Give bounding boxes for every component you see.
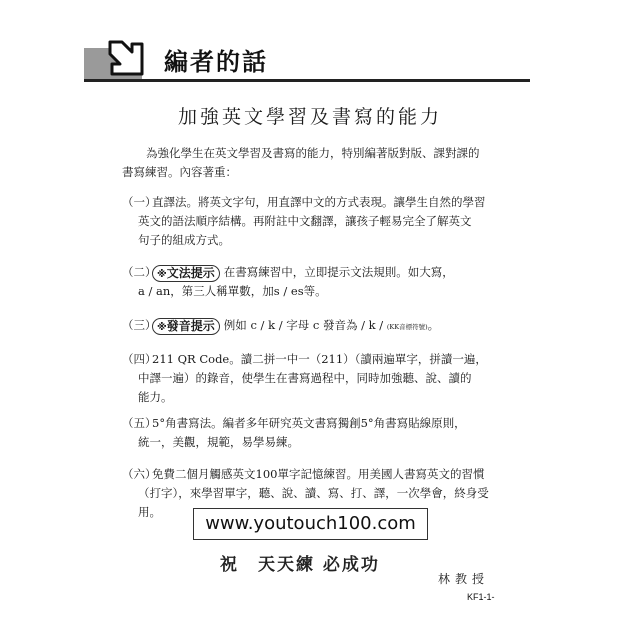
tag-char: 示 — [202, 265, 215, 280]
item-tail: 。 — [427, 318, 440, 332]
tag-char: 文 — [166, 265, 179, 280]
tag-char: 發 — [166, 318, 179, 333]
item-line: a / an，第三人稱單數，加s / es等。 — [138, 284, 327, 298]
item-line: 英文的語法順序結構。再附註中文翻譯，讓孩子輕易完全了解英文 — [138, 214, 472, 228]
item-line: 5°角書寫法。編者多年研究英文書寫獨創5°角書寫貼線原則， — [152, 416, 466, 430]
item-line: 統一，美觀，規範，易學易練。 — [138, 435, 299, 449]
arrow-icon — [106, 38, 146, 78]
header-banner — [78, 38, 530, 84]
item-line — [122, 263, 512, 282]
list-item-5 — [122, 414, 512, 452]
page-code: KF1-1- — [467, 592, 495, 602]
tag-mark: ※ — [157, 321, 167, 333]
tag-char: 示 — [202, 318, 215, 333]
item-number: （五） — [122, 416, 157, 430]
item-line — [122, 316, 512, 337]
item-number: （一） — [122, 195, 157, 209]
intro-paragraph — [122, 144, 502, 182]
intro-line: 為強化學生在英文學習及書寫的能力，特別編著版對版、課對課的 — [146, 146, 480, 160]
item-number: （四） — [122, 352, 157, 366]
pronunciation-hint-tag — [152, 318, 220, 335]
page-title: 加強英文學習及書寫的能力 — [177, 106, 442, 128]
item-text: 在書寫練習中，立即提示文法規則。如大寫， — [223, 265, 454, 279]
item-number: （二） — [122, 265, 157, 279]
header-title: 編者的話 — [164, 48, 268, 76]
motto: 祝 天天練 必成功 — [220, 555, 380, 575]
website-link[interactable]: www.youtouch100.com — [193, 508, 428, 540]
item-line: 句子的組成方式。 — [138, 233, 230, 247]
grammar-hint-tag — [152, 265, 220, 282]
header-rule — [84, 79, 530, 82]
item-line: 211 QR Code。讀二拼一中一（211）（讀兩遍單字，拼讀一遍， — [152, 352, 487, 366]
item-line: 用。 — [138, 505, 161, 519]
tag-mark: ※ — [157, 268, 167, 280]
item-text: 例如 c / k / 字母 c 發音為 / k / — [223, 318, 384, 332]
item-line: 中譯一遍）的錄音，使學生在書寫過程中，同時加強聽、說、讀的 — [138, 371, 472, 385]
tag-char: 提 — [190, 318, 203, 333]
item-line: 能力。 — [138, 390, 173, 404]
item-number: （三） — [122, 318, 157, 332]
item-number: （六） — [122, 467, 157, 481]
item-line: 直譯法。將英文字句，用直譯中文的方式表現。讓學生自然的學習 — [152, 195, 486, 209]
intro-line: 書寫練習。內容著重： — [122, 165, 237, 179]
tag-char: 音 — [178, 318, 191, 333]
item-line: （打字），來學習單字，聽、說、讀、寫、打、譯，一次學會，終身受 — [138, 486, 489, 500]
list-item-4 — [122, 350, 512, 407]
tag-char: 提 — [190, 265, 203, 280]
author-signature: 林教授 — [438, 572, 490, 586]
list-item-1 — [122, 193, 512, 250]
tag-char: 法 — [178, 265, 191, 280]
item-line: 免費二個月觸感英文100單字記憶練習。用美國人書寫英文的習慣 — [152, 467, 485, 481]
list-item-3 — [122, 316, 512, 337]
kk-note: (KK音標符號) — [386, 323, 428, 331]
list-item-2 — [122, 263, 512, 301]
